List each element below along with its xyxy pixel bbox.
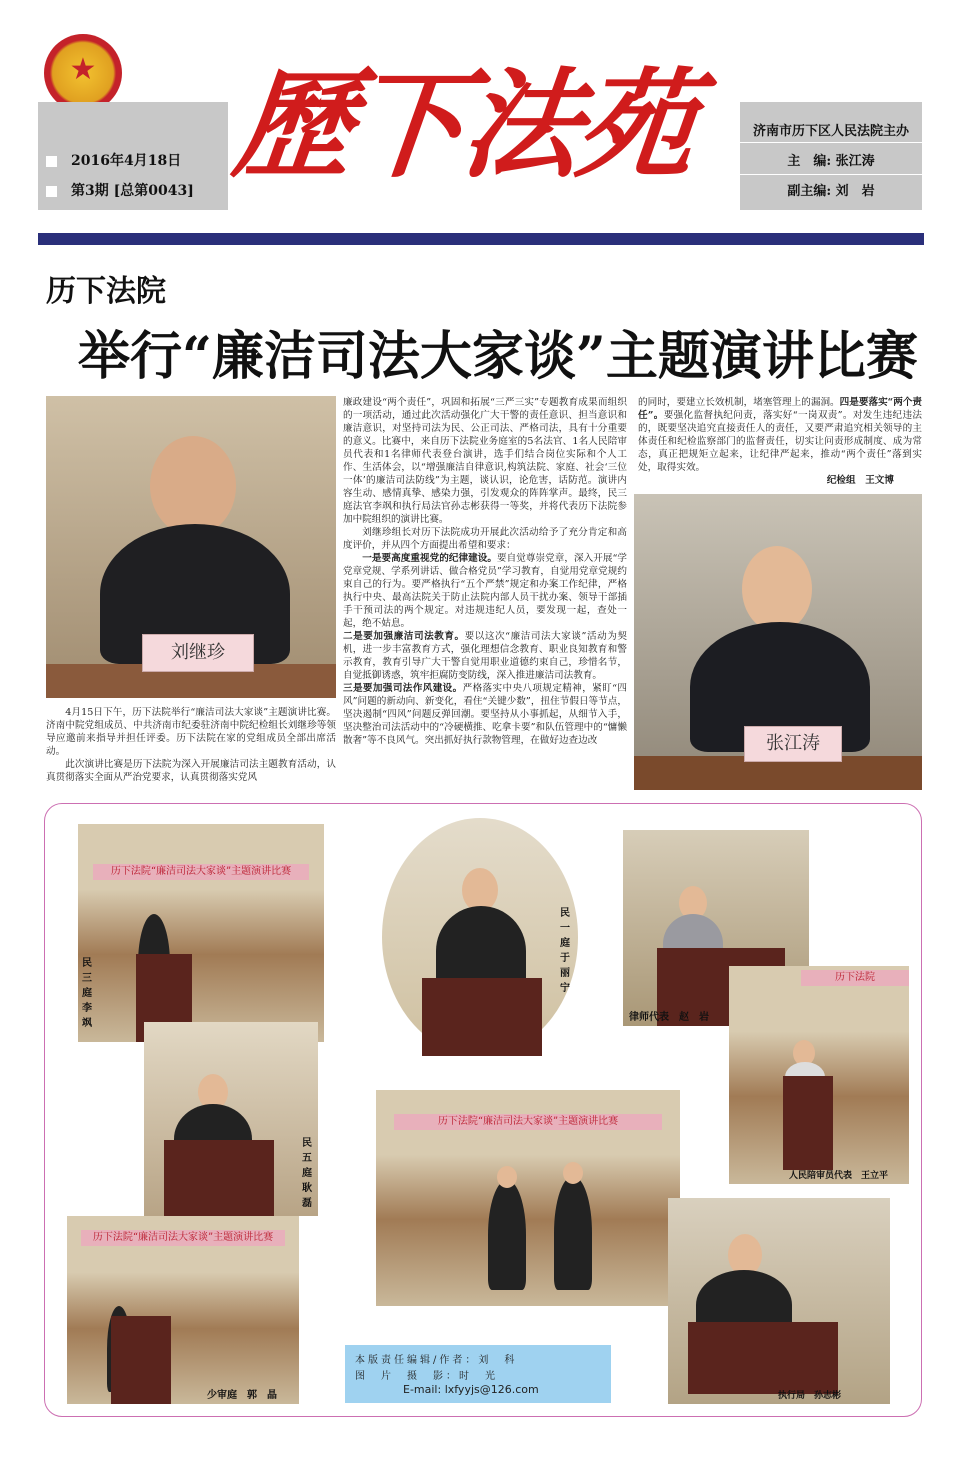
caption-geng-lei: 民五庭 耿 磊: [302, 1138, 322, 1209]
credit-photo: 图 片 摄 影：时 光: [355, 1371, 498, 1382]
col2-paragraph: 廉政建设“两个责任”，巩固和拓展“三严三实”专题教育成果而组织的一项活动，通过此次活动强化广大干警的责任意识、担当意识和廉洁意识，对坚持司法为民、公正司法、严格司法，具有十分重要的意义。比赛中，来自历下法院业务庭室的5名法官、1名人民陪审员代表和1名律师代表登台演讲，选手们结合岗位实际和个人工作、生活体会，以“增强廉洁自律意识,构筑法院、家庭、社会‘三位一体’的廉洁司法防线”为主题，谈认识，论危害，话防范。演讲内容生动、感情真挚、感染力强，引发观众的阵阵掌声。最终，民三庭法官李飒和执行局法官孙志彬获得一等奖，并将代表历下法院参加中院组织的演讲比赛。: [343, 397, 627, 525]
court-emblem-icon: ★: [44, 34, 122, 112]
point-one-lead: 一是要高度重视党的纪律建设。: [362, 553, 497, 564]
newspaper-title: 歷下法苑: [227, 55, 699, 194]
chief-editor: 主 编: 张江涛: [787, 154, 875, 169]
contest-photo-sun-zhibin: [668, 1198, 890, 1404]
caption-guo-jing: 少审庭 郭 晶: [207, 1390, 277, 1401]
caption-sun-zhibin: 执行局 孙志彬: [778, 1391, 842, 1401]
issue-date: 2016年4月18日: [71, 153, 182, 169]
col2-paragraph: 要以这次“廉洁司法大家谈”活动为契机，进一步丰富教育方式，强化理想信念教育、职业良知教育和警示教育，教育引导广大干警自觉用职业道德约束自己，珍惜名节，自觉抵御诱惑，筑牢拒腐防变防线，深入推进廉洁司法教育。: [343, 631, 628, 681]
banner: 历下法院“廉洁司法大家谈”主题演讲比赛: [93, 864, 310, 880]
portrait-photo-zhang: [634, 494, 922, 790]
article-column-2: [343, 396, 627, 747]
col2-paragraph: 严格落实中央八项规定精神，紧盯“四风”问题的新动向、新变化，看住“关键少数”，扭住节假日等节点，坚决遏制“四风”问题反弹回潮。要坚持从小事抓起，从细节入手，坚决整治司法活动中的“冷硬横推、吃拿卡要”和队伍管理中的“慵懒散奢”等不良风气。突出抓好执行款物管理，在做好边查边改: [343, 683, 628, 746]
caption-zhao-yan: 律师代表 赵 岩: [629, 1012, 709, 1023]
sponsor-text: 济南市历下区人民法院主办: [752, 124, 909, 139]
point-two-lead: 二是要加强廉洁司法教育。: [343, 631, 465, 642]
article-kicker: 历下法院: [46, 274, 166, 309]
caption-wang-liping: 人民陪审员代表 王立平: [789, 1171, 889, 1181]
banner: 历下法院“廉洁司法大家谈”主题演讲比赛: [81, 1230, 285, 1246]
contest-photo-wang-liping: [729, 966, 909, 1184]
editor-info-box: [740, 102, 922, 210]
issue-info-box: [38, 102, 228, 210]
masthead-rule: [38, 233, 924, 245]
col3-paragraph: 要强化监督执纪问责，落实好“一岗双责”。对发生违纪违法的，既要坚决追究直接责任人的责任，又要严肃追究相关领导的主体责任和纪检监察部门的监督责任，切实让问责形成制度、成为常态，真正把规矩立起来，让纪律严起来，推动“两个责任”落到实处，取得实效。: [638, 410, 922, 473]
contest-photo-li-sa: [78, 824, 324, 1042]
col1-paragraph: 4月15日下午，历下法院举行“廉洁司法大家谈”主题演讲比赛。济南中院党组成员、中共济南市纪委驻济南中院纪检组长刘继珍等领导应邀前来指导并担任评委。历下法院在家的党组成员全部出席活动。: [46, 707, 336, 757]
deputy-editor: 副主编: 刘 岩: [787, 184, 875, 199]
col2-paragraph: 刘继珍组长对历下法院成功开展此次活动给予了充分肯定和高度评价，并从四个方面提出希望和要求：: [343, 527, 627, 551]
point-three-lead: 三是要加强司法作风建设。: [343, 683, 463, 694]
article-column-1: [46, 706, 336, 784]
nameplate-right: 张江涛: [744, 726, 842, 762]
contest-photo-guo-jing: [67, 1216, 299, 1404]
contest-photo-yu-lining: [382, 818, 578, 1056]
issue-number: 第3期 [总第0043]: [71, 183, 194, 199]
contest-photo-geng-lei: [144, 1022, 322, 1216]
article-column-3: [638, 396, 922, 487]
portrait-photo-liu: [46, 396, 336, 698]
credit-editor: 本版责任编辑/作者：刘 科: [355, 1355, 518, 1366]
caption-li-sa: 民三庭 李 飒: [82, 958, 102, 1029]
nameplate-left: 刘继珍: [142, 634, 254, 672]
banner: 历下法院: [801, 970, 909, 986]
point-four-lead: 四是要落实“两个责任”。: [638, 397, 922, 421]
col3-paragraph: 的同时，要建立长效机制，堵塞管理上的漏洞。: [638, 397, 840, 408]
award-photo: [376, 1090, 680, 1306]
caption-yu-lining: 民一庭 于丽宁: [560, 908, 580, 994]
article-headline: 举行“廉洁司法大家谈”主题演讲比赛: [78, 326, 918, 387]
col2-paragraph: 要自觉尊崇党章，深入开展“学党章党规、学系列讲话、做合格党员”学习教育，自觉用党章党规约束自己的行为。要严格执行“五个严禁”规定和办案工作纪律，严格执行中央、最高法院关于防止法院内部人员干扰办案、领导干部插手干预司法的两个规定。对违规违纪人员，要发现一起，查处一起，绝不姑息。: [343, 553, 627, 629]
credit-box: [345, 1345, 611, 1403]
credit-email: E-mail: lxfyyjs@126.com: [403, 1383, 539, 1396]
article-byline: 纪检组 王文博: [826, 475, 894, 486]
col1-paragraph: 此次演讲比赛是历下法院为深入开展廉洁司法主题教育活动，认真贯彻落实全面从严治党要求，认真贯彻落实党风: [46, 759, 336, 783]
banner: 历下法院“廉洁司法大家谈”主题演讲比赛: [394, 1114, 662, 1130]
